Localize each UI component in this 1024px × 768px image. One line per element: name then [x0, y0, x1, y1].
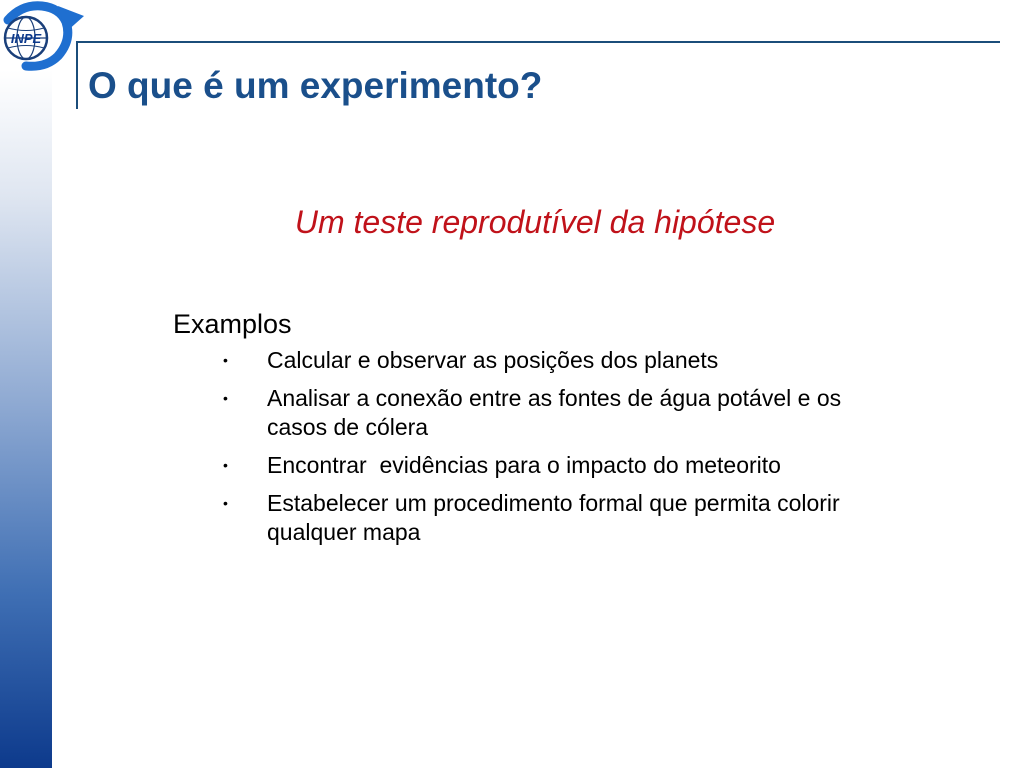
bullet-icon: • — [223, 352, 228, 368]
bullet-text: Calcular e observar as posições dos planets — [267, 347, 719, 373]
list-item — [173, 384, 867, 442]
list-item — [173, 346, 867, 375]
bullet-icon: • — [223, 390, 228, 406]
sidebar-gradient — [0, 70, 52, 768]
bullet-text: Encontrar evidências para o impacto do meteorito — [267, 452, 781, 478]
logo-text: INPE — [10, 31, 42, 46]
section-heading: Examplos — [173, 309, 292, 339]
bullet-text: Analisar a conexão entre as fontes de água potável e os casos de cólera — [267, 385, 842, 440]
list-item — [173, 489, 867, 547]
page-title: O que é um experimento? — [88, 65, 543, 106]
bullet-text: Estabelecer um procedimento formal que permita colorir qualquer mapa — [267, 490, 840, 545]
slide-subtitle: Um teste reprodutível da hipótese — [294, 204, 776, 240]
bullet-icon: • — [223, 457, 228, 473]
inpe-logo — [0, 0, 88, 72]
bullet-list — [173, 346, 973, 547]
bullet-icon: • — [223, 495, 228, 511]
content-body — [173, 306, 973, 556]
header-horizontal-rule — [76, 41, 1000, 43]
list-item — [173, 451, 867, 480]
